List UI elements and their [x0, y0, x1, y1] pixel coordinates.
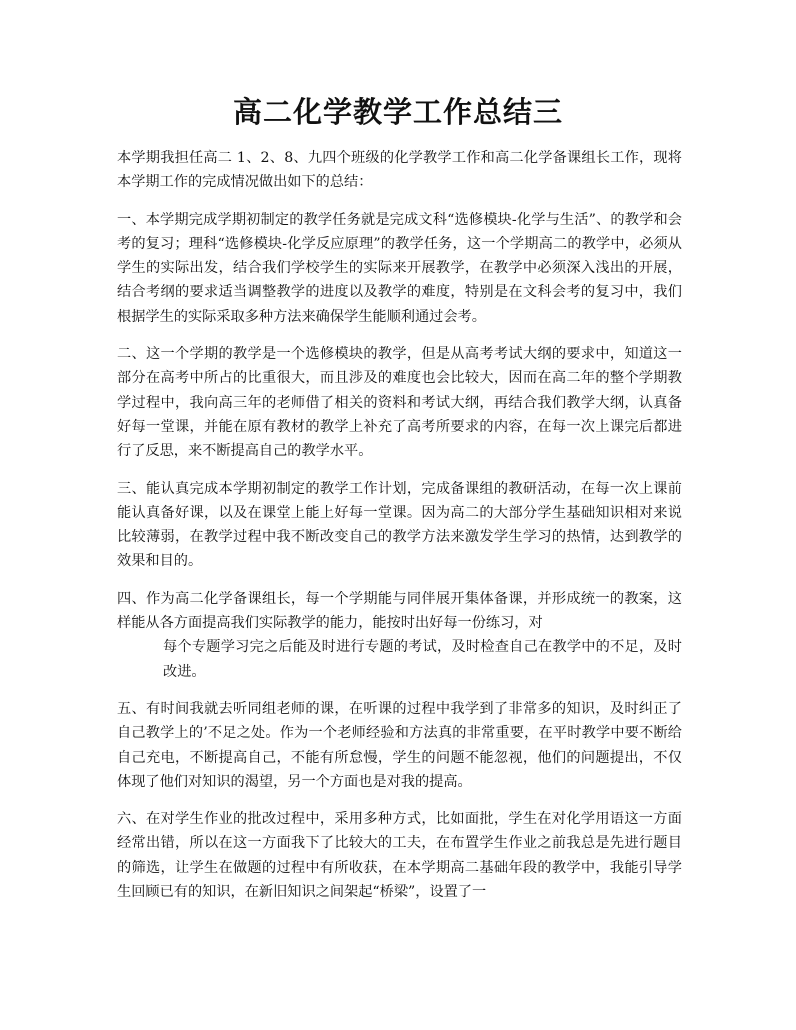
paragraph-section-1: 一、本学期完成学期初制定的教学任务就是完成文科“选修模块-化学与生活”、的教学和会考的复习；理科“选修模块-化学反应原理”的教学任务，这一个学期高二的教学中，必须从学生的实际出发，结合我们学校学生的实际来开展教学，在教学中必须深入浅出的开展，结合考纲的要求适当调整教学的进度以及教学的难度，特别是在文科会考的复习中，我们根据学生的实际采取多种方法来确保学生能顺利通过会考。	[117, 211, 682, 325]
document-body	[117, 146, 682, 917]
paragraph-section-4-lead: 四、作为高二化学备课组长，每一个学期能与同伴展开集体备课，并形成统一的教案，这样能从各方面提高我们实际教学的能力，能按时出好每一份练习，对	[117, 590, 682, 632]
paragraph-section-4-continuation: 每个专题学习完之后能及时进行专题的考试，及时检查自己在教学中的不足，及时改进。	[163, 639, 682, 680]
paragraph-section-2: 二、这一个学期的教学是一个选修模块的教学，但是从高考考试大纲的要求中，知道这一部分在高考中所占的比重很大，而且涉及的难度也会比较大，因而在高二年的整个学期教学过程中，我向高三年的老师借了相关的资料和考试大纲，再结合我们教学大纲，认真备好每一堂课，并能在原有教材的教学上补充了高考所要求的内容，在每一次上课完后都进行了反思，来不断提高自己的教学水平。	[117, 346, 682, 460]
paragraph-section-4	[117, 587, 682, 684]
document-title: 高二化学教学工作总结三	[232, 95, 563, 129]
paragraph-section-5: 五、有时间我就去听同组老师的课，在听课的过程中我学到了非常多的知识，及时纠正了自己教学上的’不足之处。作为一个老师经验和方法真的非常重要，在平时教学中要不断给自己充电，不断提高自己，不能有所怠慢，学生的问题不能忽视，他们的问题提出，不仅体现了他们对知识的渴望，另一个方面也是对我的提高。	[117, 700, 682, 790]
paragraph-intro: 本学期我担任高二 1、2、8、九四个班级的化学教学工作和高二化学备课组长工作，现将本学期工作的完成情况做出如下的总结：	[117, 150, 682, 191]
paragraph-section-6: 六、在对学生作业的批改过程中，采用多种方式，比如面批，学生在对化学用语这一方面经常出错，所以在这一方面我下了比较大的工夫，在布置学生作业之前我总是先进行题目的筛选，让学生在做题的过程中有所收获，在本学期高二基础年段的教学中，我能引导学生回顾已有的知识，在新旧知识之间架起“桥梁”，设置了一	[117, 811, 682, 901]
paragraph-section-3: 三、能认真完成本学期初制定的教学工作计划，完成备课组的教研活动，在每一次上课前能认真备好课，以及在课堂上能上好每一堂课。因为高二的大部分学生基础知识相对来说比较薄弱，在教学过程中我不断改变自己的教学方法来激发学生学习的热情，达到教学的效果和目的。	[117, 480, 682, 570]
